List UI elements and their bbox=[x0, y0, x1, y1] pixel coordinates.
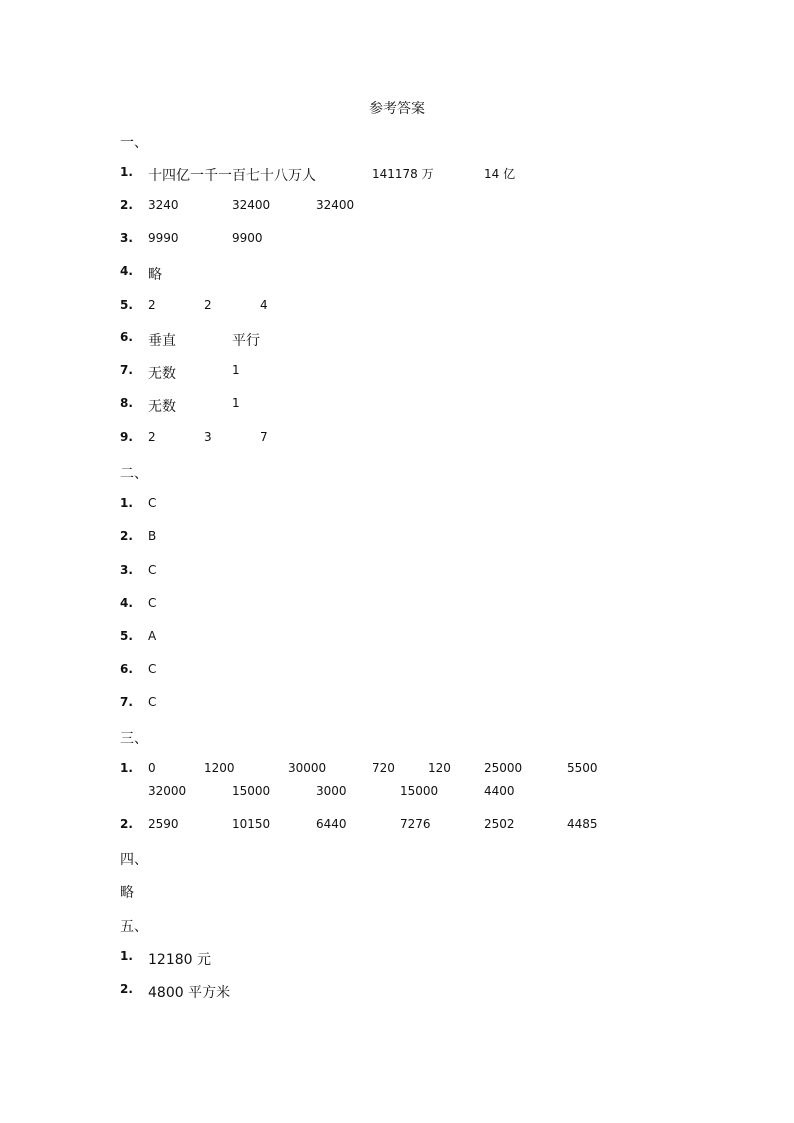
item-number: 3. bbox=[120, 231, 133, 245]
answer-cell: 12180 元 bbox=[148, 952, 211, 968]
answer-cell: 2 bbox=[204, 298, 212, 312]
item-number: 6. bbox=[120, 330, 133, 344]
answer-cell: 7276 bbox=[400, 817, 431, 831]
answer-cell: 1200 bbox=[204, 761, 235, 775]
answer-cell: 2 bbox=[148, 298, 156, 312]
item-number: 1. bbox=[120, 165, 133, 179]
item-number: 3. bbox=[120, 563, 133, 577]
item-number: 9. bbox=[120, 430, 133, 444]
answer-cell: 4800 平方米 bbox=[148, 985, 231, 1001]
answer-cell: C bbox=[148, 563, 157, 577]
item-number: 4. bbox=[120, 264, 133, 278]
answer-cell: 1 bbox=[232, 396, 240, 410]
answer-cell: 无数 bbox=[148, 366, 176, 382]
section-4-heading: 四、 bbox=[120, 852, 148, 868]
answer-cell: 7 bbox=[260, 430, 268, 444]
item-number: 4. bbox=[120, 596, 133, 610]
answer-cell: 4 bbox=[260, 298, 268, 312]
answer-cell: C bbox=[148, 662, 157, 676]
answer-cell: 十四亿一千一百七十八万人 bbox=[148, 168, 316, 184]
answer-cell: C bbox=[148, 596, 157, 610]
section-3-heading: 三、 bbox=[120, 731, 148, 747]
item-number: 2. bbox=[120, 817, 133, 831]
answer-cell: 平行 bbox=[232, 333, 260, 349]
item-number: 1. bbox=[120, 949, 133, 963]
item-number: 1. bbox=[120, 496, 133, 510]
item-number: 2. bbox=[120, 529, 133, 543]
answer-cell: 4485 bbox=[567, 817, 598, 831]
answer-cell: 6440 bbox=[316, 817, 347, 831]
answer-cell: 1 bbox=[232, 363, 240, 377]
answer-cell: B bbox=[148, 529, 157, 543]
answer-cell: 9990 bbox=[148, 231, 179, 245]
section-2-heading: 二、 bbox=[120, 466, 148, 482]
answer-cell: 3000 bbox=[316, 784, 347, 798]
answer-cell: 9900 bbox=[232, 231, 263, 245]
answer-cell: C bbox=[148, 496, 157, 510]
answer-cell: 3240 bbox=[148, 198, 179, 212]
answer-cell: 2590 bbox=[148, 817, 179, 831]
answer-cell: 120 bbox=[428, 761, 451, 775]
answer-cell: 30000 bbox=[288, 761, 327, 775]
answer-cell: 2502 bbox=[484, 817, 515, 831]
answer-cell: A bbox=[148, 629, 157, 643]
section-1-heading: 一、 bbox=[120, 135, 148, 151]
answer-cell: 垂直 bbox=[148, 333, 176, 349]
item-number: 2. bbox=[120, 982, 133, 996]
item-number: 8. bbox=[120, 396, 133, 410]
answer-cell: 32400 bbox=[316, 198, 355, 212]
answer-cell: 15000 bbox=[400, 784, 439, 798]
answer-cell: 0 bbox=[148, 761, 156, 775]
answer-cell: 略 bbox=[148, 267, 162, 283]
answer-cell: C bbox=[148, 695, 157, 709]
item-number: 7. bbox=[120, 363, 133, 377]
answer-cell: 4400 bbox=[484, 784, 515, 798]
answer-cell: 32400 bbox=[232, 198, 271, 212]
answer-cell: 32000 bbox=[148, 784, 187, 798]
answer-cell: 141178 万 bbox=[372, 167, 434, 181]
answer-cell: 2 bbox=[148, 430, 156, 444]
item-number: 7. bbox=[120, 695, 133, 709]
answer-cell: 15000 bbox=[232, 784, 271, 798]
page-title: 参考答案 bbox=[369, 101, 425, 117]
section-5-heading: 五、 bbox=[120, 919, 148, 935]
item-number: 5. bbox=[120, 298, 133, 312]
item-number: 5. bbox=[120, 629, 133, 643]
item-number: 1. bbox=[120, 761, 133, 775]
answer-cell: 3 bbox=[204, 430, 212, 444]
answer-cell: 10150 bbox=[232, 817, 271, 831]
answer-cell: 5500 bbox=[567, 761, 598, 775]
item-number: 6. bbox=[120, 662, 133, 676]
answer-cell: 25000 bbox=[484, 761, 523, 775]
answer-cell: 14 亿 bbox=[484, 167, 516, 181]
answer-cell: 无数 bbox=[148, 399, 176, 415]
item-number: 2. bbox=[120, 198, 133, 212]
section-4-answer: 略 bbox=[120, 885, 134, 901]
answer-cell: 720 bbox=[372, 761, 395, 775]
